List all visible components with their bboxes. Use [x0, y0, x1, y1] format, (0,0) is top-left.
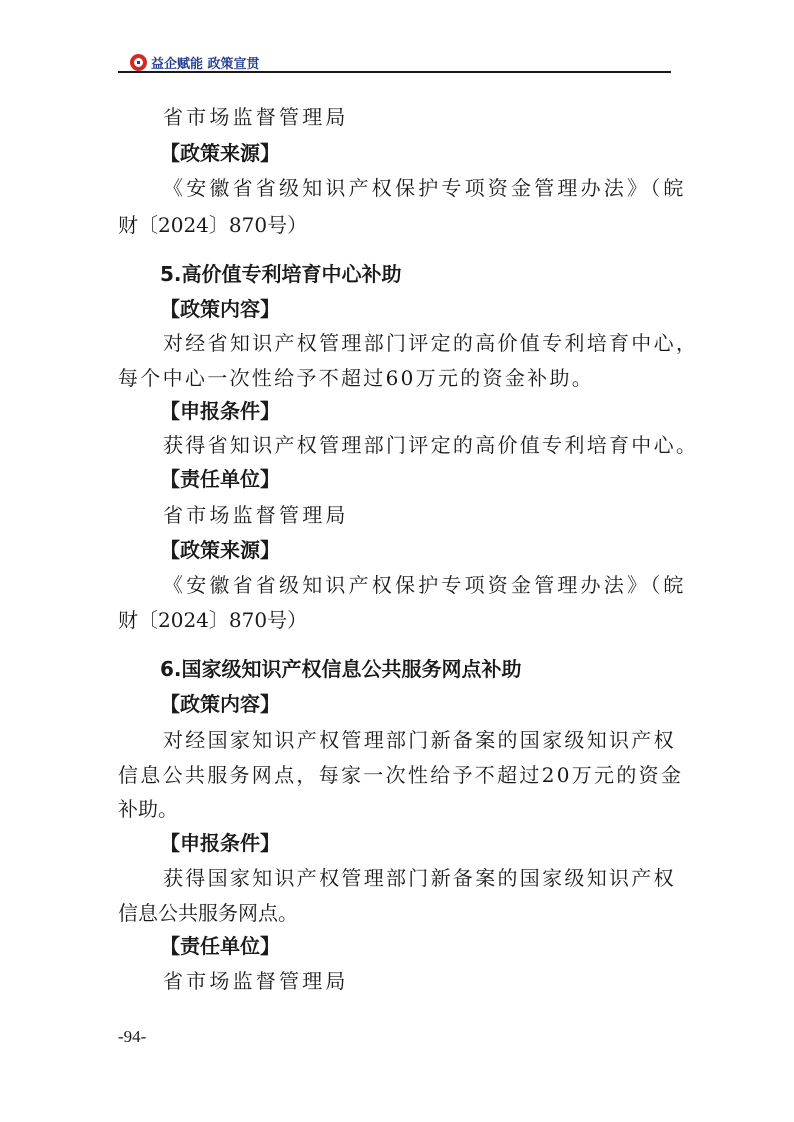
policy-source-text: 《安徽省省级知识产权保护专项资金管理办法》（皖 — [163, 573, 687, 597]
section-label-policy-content: 【政策内容】 — [160, 297, 280, 321]
policy-content-text-cont: 补助。 — [118, 797, 178, 821]
section-label-policy-content: 【政策内容】 — [160, 692, 280, 716]
application-conditions-text-cont: 信息公共服务网点。 — [118, 901, 298, 925]
section-label-responsible-unit: 【责任单位】 — [160, 467, 280, 491]
section-label-policy-source: 【政策来源】 — [160, 141, 280, 165]
section-label-application-conditions: 【申报条件】 — [160, 399, 280, 423]
policy-content-text: 对经省知识产权管理部门评定的高价值专利培育中心， — [163, 331, 699, 355]
responsible-unit-text: 省市场监督管理局 — [163, 969, 349, 993]
policy-source-text-cont: 财〔2024〕870号） — [118, 608, 308, 632]
policy-source-text: 《安徽省省级知识产权保护专项资金管理办法》（皖 — [163, 176, 687, 200]
section-label-policy-source: 【政策来源】 — [160, 538, 280, 562]
responsible-unit-text: 省市场监督管理局 — [163, 105, 349, 129]
policy-source-text-cont: 财〔2024〕870号） — [118, 213, 308, 237]
policy-content-text-cont: 每个中心一次性给予不超过60万元的资金补助。 — [118, 366, 595, 390]
policy-content-text-cont: 信息公共服务网点，每家一次性给予不超过20万元的资金 — [118, 763, 684, 787]
application-conditions-text: 获得国家知识产权管理部门新备案的国家级知识产权 — [163, 866, 676, 890]
brand-name: 益企赋能 政策宣贯 — [151, 56, 260, 72]
item-heading-6: 6.国家级知识产权信息公共服务网点补助 — [160, 657, 522, 681]
page-number: -94- — [118, 1027, 147, 1046]
responsible-unit-text: 省市场监督管理局 — [163, 503, 349, 527]
policy-content-text: 对经国家知识产权管理部门新备案的国家级知识产权 — [163, 728, 676, 752]
header-divider — [118, 71, 671, 73]
application-conditions-text: 获得省知识产权管理部门评定的高价值专利培育中心。 — [163, 433, 699, 457]
page-header — [130, 51, 260, 73]
section-label-application-conditions: 【申报条件】 — [160, 831, 280, 855]
brand-logo-icon — [130, 54, 147, 71]
item-heading-5: 5.高价值专利培育中心补助 — [160, 262, 402, 286]
section-label-responsible-unit: 【责任单位】 — [160, 934, 280, 958]
